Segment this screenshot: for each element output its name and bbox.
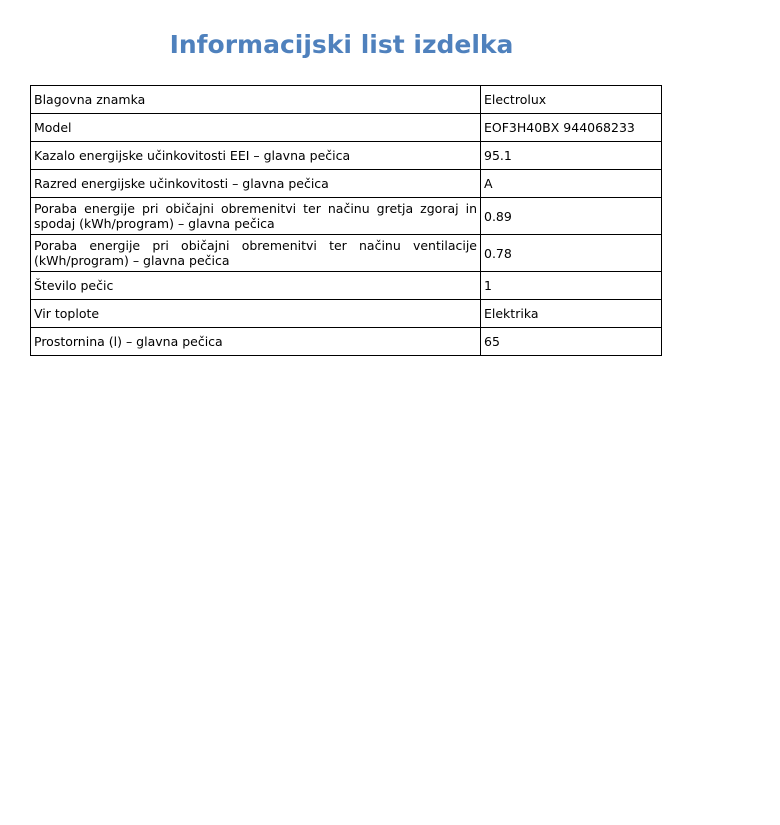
table-row: [31, 142, 662, 170]
row-value: 95.1: [481, 142, 662, 170]
row-label: Poraba energije pri običajni obremenitvi ter načinu gretja zgoraj in spodaj (kWh/program) – glavna pečica: [31, 198, 481, 235]
table-row: [31, 170, 662, 198]
page-title: Informacijski list izdelka: [169, 30, 514, 59]
row-label: Prostornina (l) – glavna pečica: [31, 328, 481, 356]
row-value: 65: [481, 328, 662, 356]
row-label: Število pečic: [31, 272, 481, 300]
product-info-table: [30, 85, 662, 356]
row-value: EOF3H40BX 944068233: [481, 114, 662, 142]
row-value: Electrolux: [481, 86, 662, 114]
table-row: [31, 328, 662, 356]
table-row: [31, 114, 662, 142]
table-row: [31, 300, 662, 328]
row-label: Vir toplote: [31, 300, 481, 328]
row-label: Kazalo energijske učinkovitosti EEI – glavna pečica: [31, 142, 481, 170]
row-label: Model: [31, 114, 481, 142]
row-label: Blagovna znamka: [31, 86, 481, 114]
row-value: 0.78: [481, 235, 662, 272]
row-value: A: [481, 170, 662, 198]
table-row: [31, 86, 662, 114]
table-row: [31, 198, 662, 235]
row-label: Poraba energije pri običajni obremenitvi ter načinu ventilacije (kWh/program) – glavna pečica: [31, 235, 481, 272]
row-value: Elektrika: [481, 300, 662, 328]
row-label: Razred energijske učinkovitosti – glavna pečica: [31, 170, 481, 198]
row-value: 0.89: [481, 198, 662, 235]
table-row: [31, 235, 662, 272]
table-row: [31, 272, 662, 300]
row-value: 1: [481, 272, 662, 300]
